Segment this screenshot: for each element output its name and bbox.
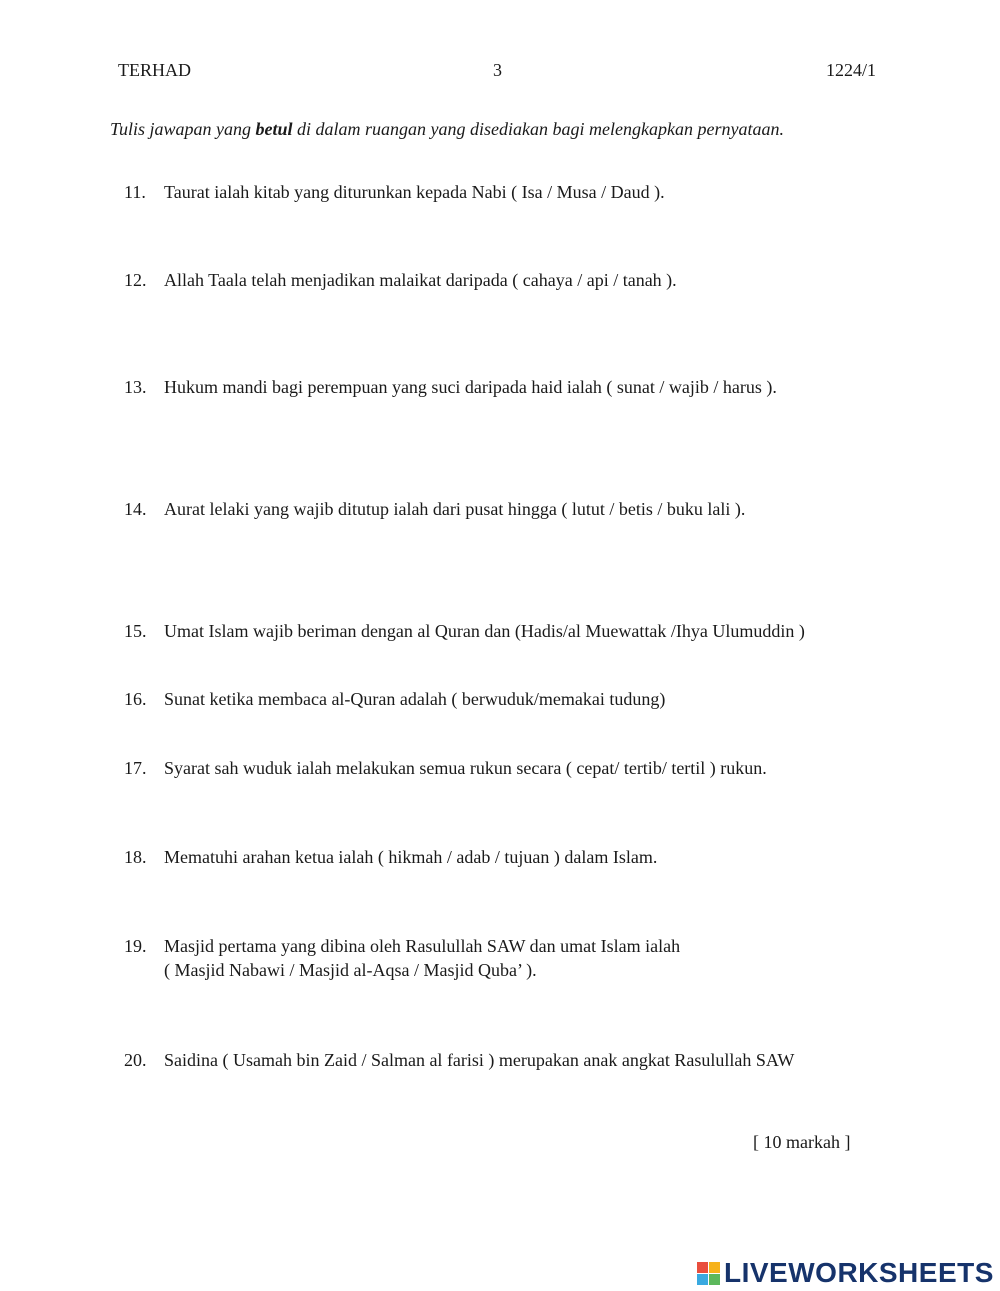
question-17 — [124, 756, 767, 780]
instruction-part1: Tulis jawapan yang — [110, 119, 256, 139]
question-number: 19. — [124, 936, 147, 956]
question-12 — [124, 268, 677, 292]
question-20 — [124, 1048, 794, 1072]
question-number: 15. — [124, 621, 147, 641]
question-text: Saidina ( Usamah bin Zaid / Salman al farisi ) merupakan anak angkat Rasulullah SAW — [164, 1050, 795, 1070]
question-number: 12. — [124, 270, 147, 290]
question-number: 18. — [124, 847, 147, 867]
question-18 — [124, 845, 657, 869]
paper-code: 1224/1 — [826, 60, 877, 80]
question-19 — [124, 934, 680, 982]
question-text: Syarat sah wuduk ialah melakukan semua rukun secara ( cepat/ tertib/ tertil ) rukun. — [164, 758, 767, 778]
question-text-line2: ( Masjid Nabawi / Masjid al-Aqsa / Masjid Quba’ ). — [164, 960, 537, 980]
logo-block — [697, 1262, 708, 1273]
instruction-part2: di dalam ruangan yang disediakan bagi melengkapkan pernyataan. — [292, 119, 784, 139]
logo-block — [709, 1262, 720, 1273]
question-15 — [124, 619, 805, 643]
question-number: 17. — [124, 758, 147, 778]
question-number: 14. — [124, 499, 147, 519]
logo-blocks-icon — [697, 1262, 720, 1285]
question-number: 13. — [124, 377, 147, 397]
question-11 — [124, 180, 665, 204]
question-number: 16. — [124, 689, 147, 709]
page-number: 3 — [493, 60, 502, 80]
question-number: 11. — [124, 182, 146, 202]
question-text: Sunat ketika membaca al-Quran adalah ( berwuduk/memakai tudung) — [164, 689, 666, 709]
liveworksheets-logo — [697, 1257, 994, 1289]
total-marks: [ 10 markah ] — [753, 1132, 851, 1152]
question-text: Masjid pertama yang dibina oleh Rasulullah SAW dan umat Islam ialah — [164, 936, 681, 956]
question-text: Aurat lelaki yang wajib ditutup ialah dari pusat hingga ( lutut / betis / buku lali ). — [164, 499, 746, 519]
question-text: Mematuhi arahan ketua ialah ( hikmah / adab / tujuan ) dalam Islam. — [164, 847, 658, 867]
instruction-bold-word: betul — [255, 119, 293, 139]
question-text: Taurat ialah kitab yang diturunkan kepada Nabi ( Isa / Musa / Daud ). — [164, 182, 665, 202]
header-restriction: TERHAD — [118, 60, 191, 80]
logo-block — [709, 1274, 720, 1285]
logo-block — [697, 1274, 708, 1285]
question-13 — [124, 375, 777, 399]
question-text: Allah Taala telah menjadikan malaikat daripada ( cahaya / api / tanah ). — [164, 270, 677, 290]
logo-text: LIVEWORKSHEETS — [724, 1257, 994, 1288]
instructions — [110, 118, 870, 140]
question-number: 20. — [124, 1050, 147, 1070]
question-text: Hukum mandi bagi perempuan yang suci daripada haid ialah ( sunat / wajib / harus ). — [164, 377, 777, 397]
question-16 — [124, 687, 665, 711]
question-text: Umat Islam wajib beriman dengan al Quran dan (Hadis/al Muewattak /Ihya Ulumuddin ) — [164, 621, 805, 641]
question-14 — [124, 497, 745, 521]
